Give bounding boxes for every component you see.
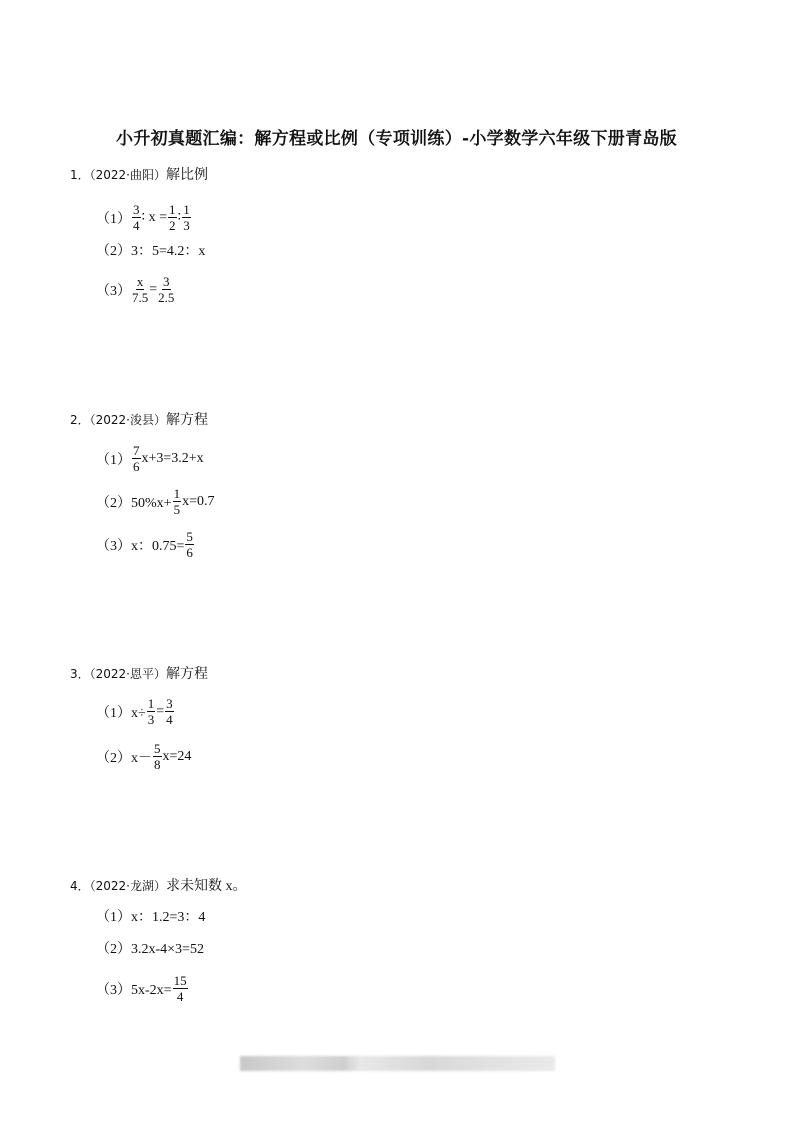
fraction — [147, 697, 156, 726]
fraction-numerator: 3 — [133, 202, 140, 217]
fraction-denominator: 6 — [133, 459, 140, 474]
equation-text: （1） — [96, 211, 131, 227]
equation-text: = — [149, 281, 158, 297]
equation-text: （1）x÷ — [96, 705, 146, 721]
fraction-denominator: 2 — [169, 218, 176, 233]
question-prompt: 求未知数 x。 — [166, 879, 247, 894]
equation-text: ∶ — [177, 210, 182, 225]
fraction-denominator: 5 — [173, 502, 181, 517]
equation-text: （2）x－ — [96, 750, 152, 766]
question-number: 4． — [70, 879, 90, 893]
fraction-numerator: 3 — [163, 274, 170, 289]
fraction-numerator: 5 — [154, 741, 161, 756]
question-number: 1． — [70, 168, 90, 182]
fraction-denominator: 7.5 — [132, 290, 149, 305]
equation-text: x=24 — [162, 748, 192, 764]
question-source: （2022·龙湖） — [89, 879, 166, 893]
fraction-numerator: 1 — [173, 486, 181, 501]
equation-text: （3）5x-2x= — [96, 982, 172, 998]
question-header — [70, 663, 208, 683]
blurred-footer — [240, 1056, 555, 1071]
equation-text: （3） — [96, 283, 131, 299]
fraction — [165, 697, 174, 726]
fraction-denominator: 6 — [186, 545, 193, 560]
equation-item — [96, 444, 204, 473]
equation-item — [96, 742, 191, 771]
question-prompt: 解方程 — [166, 413, 208, 428]
equation-text: （3）x：0.75= — [96, 538, 185, 554]
equation-text: x=0.7 — [182, 493, 215, 509]
equation-item — [96, 487, 214, 516]
fraction — [185, 530, 194, 559]
question-number: 2． — [70, 413, 90, 427]
fraction-denominator: 2.5 — [158, 290, 175, 305]
question-source: （2022·曲阳） — [89, 168, 166, 182]
equation-text: ∶ x = — [141, 210, 168, 225]
fraction — [153, 742, 162, 771]
fraction-denominator: 8 — [154, 757, 161, 772]
equation-text: （1） — [96, 452, 131, 468]
question-header — [70, 409, 208, 429]
equation-item — [96, 938, 204, 958]
question-source: （2022·恩平） — [89, 667, 166, 681]
equation-text: （2）3：5=4.2：x — [96, 244, 206, 259]
fraction-numerator: x — [136, 274, 144, 289]
fraction-numerator: 7 — [133, 443, 140, 458]
fraction — [182, 203, 191, 232]
fraction-numerator: 1 — [169, 202, 176, 217]
question-header — [70, 875, 247, 895]
fraction-numerator: 3 — [166, 696, 173, 711]
fraction — [132, 203, 141, 232]
equation-text: （2）50%x+ — [96, 495, 172, 511]
fraction — [168, 203, 177, 232]
question-header — [70, 164, 208, 184]
equation-item — [96, 530, 195, 559]
equation-item — [96, 974, 189, 1003]
equation-text: = — [156, 703, 165, 719]
fraction-denominator: 3 — [183, 218, 190, 233]
fraction-numerator: 1 — [183, 202, 190, 217]
fraction-denominator: 4 — [176, 989, 184, 1004]
fraction — [132, 275, 148, 304]
equation-item — [96, 906, 205, 926]
question-prompt: 解方程 — [166, 667, 208, 682]
equation-item — [96, 240, 205, 260]
equation-item — [96, 697, 175, 726]
equation-text: x+3=3.2+x — [141, 450, 204, 466]
equation-item — [96, 203, 192, 232]
equation-item — [96, 275, 175, 304]
question-source: （2022·浚县） — [89, 413, 166, 427]
fraction-numerator: 1 — [147, 696, 155, 711]
fraction-denominator: 4 — [166, 712, 173, 727]
document-title: 小升初真题汇编：解方程或比例（专项训练）-小学数学六年级下册青岛版 — [116, 129, 677, 149]
fraction — [173, 974, 188, 1003]
fraction — [173, 487, 182, 516]
fraction-numerator: 5 — [186, 529, 193, 544]
fraction — [158, 275, 174, 304]
equation-text: （2）3.2x-4×3=52 — [96, 942, 204, 957]
fraction — [132, 444, 141, 473]
question-prompt: 解比例 — [166, 168, 208, 183]
equation-text: （1）x：1.2=3：4 — [96, 910, 206, 925]
fraction-numerator: 15 — [173, 973, 187, 988]
fraction-denominator: 3 — [147, 712, 155, 727]
question-number: 3． — [70, 667, 90, 681]
fraction-denominator: 4 — [133, 218, 140, 233]
